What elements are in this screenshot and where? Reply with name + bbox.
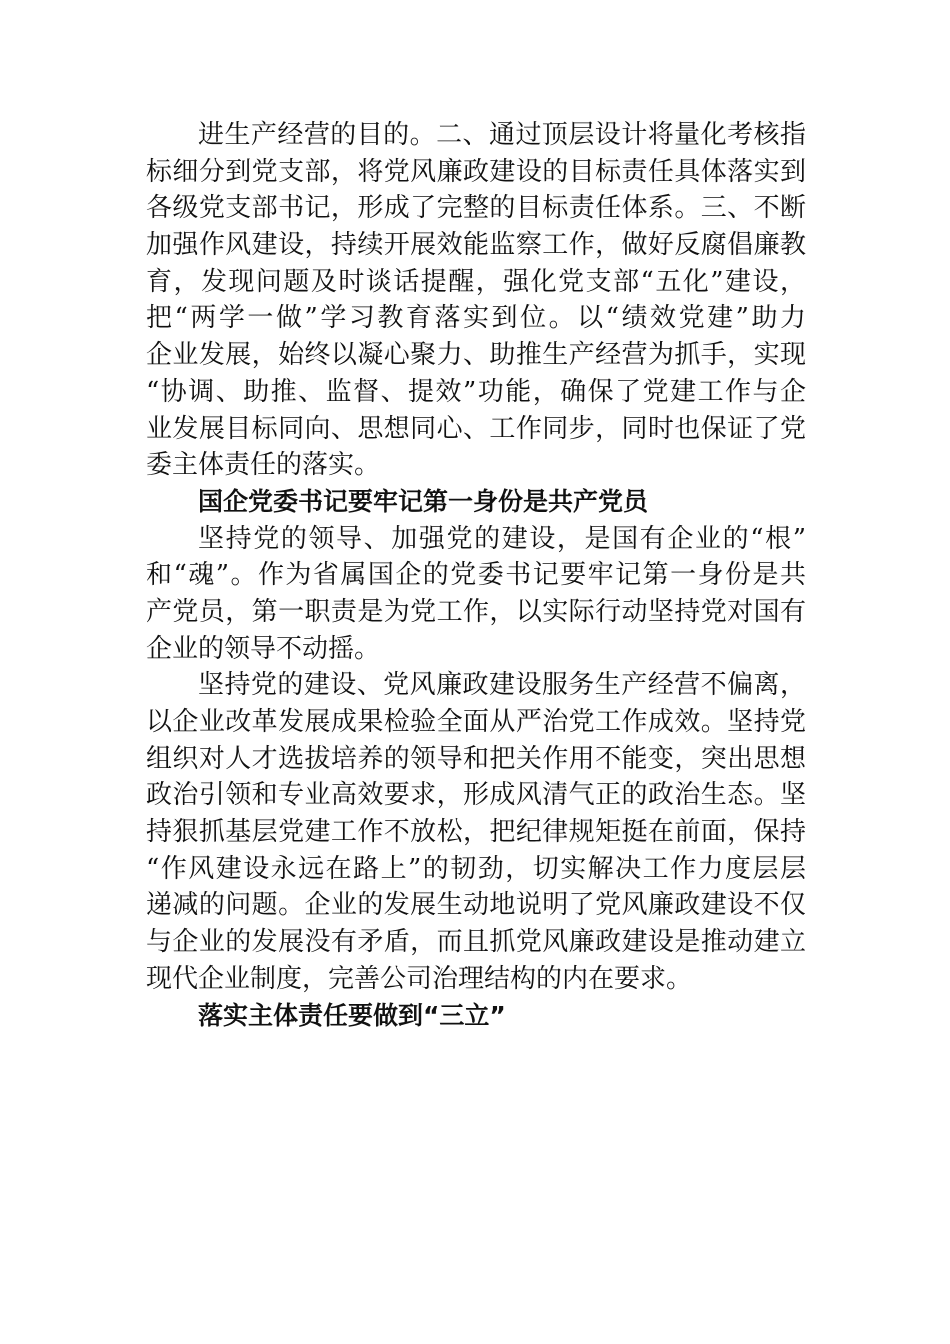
text-line: 委主体责任的落实。	[146, 450, 381, 481]
text-line: 递减的问题。企业的发展生动地说明了党风廉政建设不仅	[146, 890, 806, 921]
paragraph	[146, 667, 806, 997]
text-line: 与企业的发展没有矛盾，而且抓党风廉政建设是推动建立	[146, 927, 806, 958]
text-line: 企业的领导不动摇。	[146, 633, 381, 664]
section-heading: 国企党委书记要牢记第一身份是共产党员	[198, 486, 649, 516]
text-line: 和“魂”。作为省属国企的党委书记要牢记第一身份是共	[146, 560, 806, 591]
text-line: 坚持党的领导、加强党的建设，是国有企业的“根”	[198, 523, 806, 554]
paragraph-continuation	[146, 117, 806, 484]
text-line: 各级党支部书记，形成了完整的目标责任体系。三、不断	[146, 193, 806, 224]
text-line: 组织对人才选拔培养的领导和把关作用不能变，突出思想	[146, 743, 806, 774]
text-line: 业发展目标同向、思想同心、工作同步，同时也保证了党	[146, 413, 806, 444]
text-line: 标细分到党支部，将党风廉政建设的目标责任具体落实到	[146, 156, 806, 187]
text-line: “协调、助推、监督、提效”功能，确保了党建工作与企	[146, 376, 806, 407]
text-line: 把“两学一做”学习教育落实到位。以“绩效党建”助力	[146, 303, 806, 334]
text-line: 产党员，第一职责是为党工作，以实际行动坚持党对国有	[146, 596, 806, 627]
text-line: “作风建设永远在路上”的韧劲，切实解决工作力度层层	[146, 853, 806, 884]
text-line: 持狠抓基层党建工作不放松，把纪律规矩挺在前面，保持	[146, 817, 806, 848]
text-line: 育，发现问题及时谈话提醒，强化党支部“五化”建设，	[146, 266, 806, 297]
text-line: 企业发展，始终以凝心聚力、助推生产经营为抓手，实现	[146, 340, 806, 371]
text-line: 坚持党的建设、党风廉政建设服务生产经营不偏离，	[198, 670, 806, 701]
document-page	[146, 117, 806, 1034]
text-line: 加强作风建设，持续开展效能监察工作，做好反腐倡廉教	[146, 230, 806, 261]
text-line: 政治引领和专业高效要求，形成风清气正的政治生态。坚	[146, 780, 806, 811]
text-line: 以企业改革发展成果检验全面从严治党工作成效。坚持党	[146, 707, 806, 737]
section-heading: 落实主体责任要做到“三立”	[198, 1000, 506, 1030]
text-line: 进生产经营的目的。二、通过顶层设计将量化考核指	[198, 120, 806, 150]
text-line: 现代企业制度，完善公司治理结构的内在要求。	[146, 963, 693, 994]
paragraph	[146, 521, 806, 668]
